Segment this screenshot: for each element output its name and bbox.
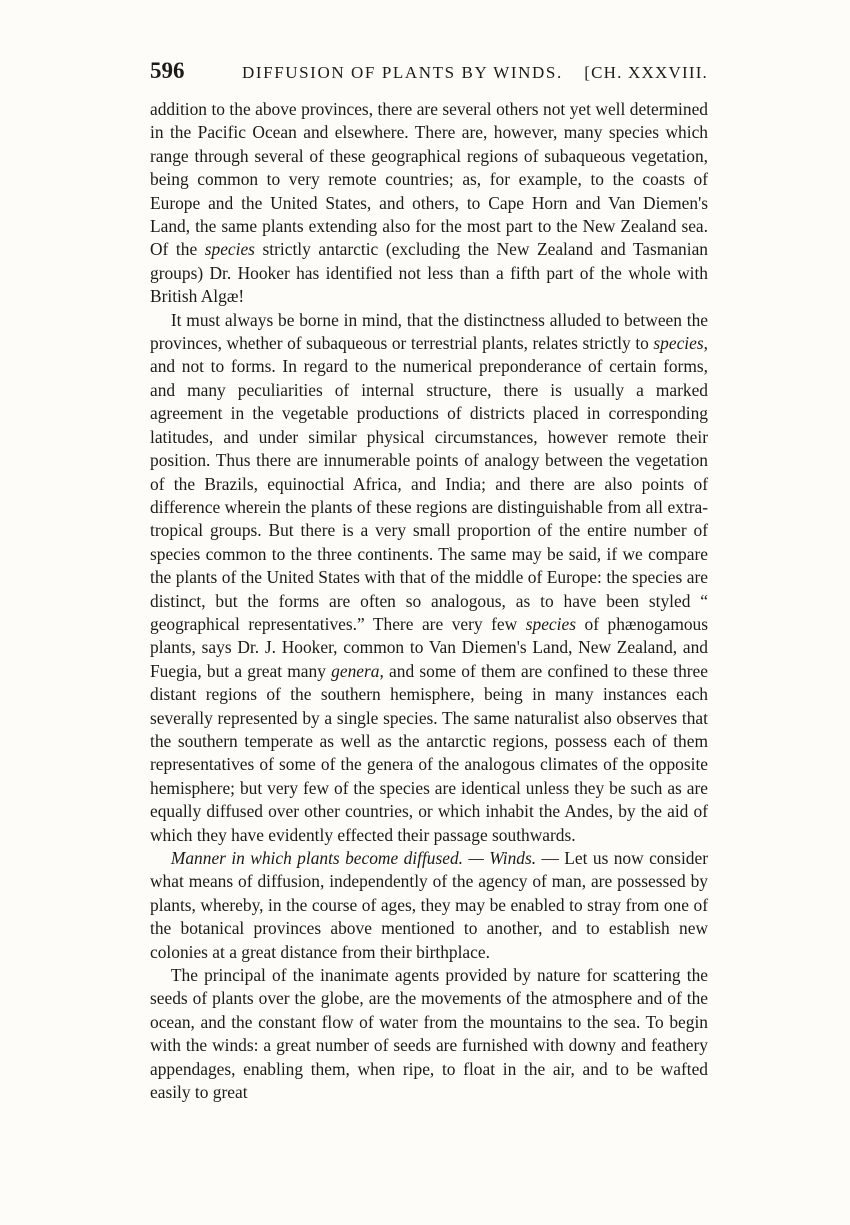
text-run: — Let us now consider what means of diffusion, independently of the agency of man, are possessed by plants, whereby, in the course of ages, they may be enabled to stray from one of the botanical provinces above mentioned to another, and to establish new colonies at a great distance from their birthplace. [150,848,708,962]
italic-run: genera [331,660,380,681]
paragraph [150,309,708,847]
text-run: , and some of them are confined to these three distant regions of the southern hemisphere, being in many instances each severally represented by a single species. The same naturalist also observes that the southern temperate as well as the antarctic regions, possess each of them representatives of some of the genera of the analogous climates of the opposite hemisphere; but very few of the species are identical unless they be such as are equally diffused over other countries, or which inhabit the Andes, by the aid of which they have evidently effected their passage southwards. [150,660,708,845]
italic-run: species [204,239,255,260]
text-run: It must always be borne in mind, that the distinctness alluded to between the provinces, whether of subaqueous or terrestrial plants, relates strictly to [150,309,708,354]
paragraph [150,964,708,1104]
text-run: strictly antarctic (excluding the New Zealand and Tasmanian groups) Dr. Hooker has identified not less than a fifth part of the whole with British Algæ! [150,239,708,307]
chapter-reference: [CH. XXXVIII. [584,63,708,82]
text-run: The principal of the inanimate agents provided by nature for scattering the seeds of plants over the globe, are the movements of the atmosphere and of the ocean, and the constant flow of water from the mountains to the sea. To begin with the winds: a great number of seeds are furnished with downy and feathery appendages, enabling them, when ripe, to float in the air, and to be wafted easily to great [150,965,708,1103]
italic-run: species [653,333,704,354]
running-title: DIFFUSION OF PLANTS BY WINDS. [242,63,563,82]
paragraph [150,847,708,964]
paragraph [150,98,708,309]
italic-run: species [525,613,576,634]
italic-run: Manner in which plants become diffused. — Winds. [170,848,537,868]
body-text [150,98,708,1104]
text-run: , and not to forms. In regard to the numerical preponderance of certain forms, and many peculiarities of internal structure, there is usually a marked agreement in the vegetable productions of districts placed in corresponding latitudes, and under similar physical circumstances, however remote their position. Thus there are innumerable points of analogy between the vegetation of the Brazils, equinoctial Africa, and India; and there are also points of difference wherein the plants of these regions are distinguishable from all extra-tropical groups. But there is a very small proportion of the entire number of species common to the three continents. The same may be said, if we compare the plants of the United States with that of the middle of Europe: the species are distinct, but the forms are often so analogous, as to have been styled “ geographical representatives.” There are very few [150,333,708,634]
text-run: addition to the above provinces, there are several others not yet well determined in the Pacific Ocean and elsewhere. There are, however, many species which range through several of these geographical regions of subaqueous vegetation, being common to very remote countries; as, for example, to the coasts of Europe and the United States, and others, to Cape Horn and Van Diemen's Land, the same plants extending also for the most part to the New Zealand sea. Of the [150,99,708,260]
text-run: of phænogamous plants, says Dr. J. Hooker, common to Van Diemen's Land, New Zealand, and Fuegia, but a great many [150,613,708,681]
running-header [150,58,708,98]
page-number: 596 [150,58,185,83]
